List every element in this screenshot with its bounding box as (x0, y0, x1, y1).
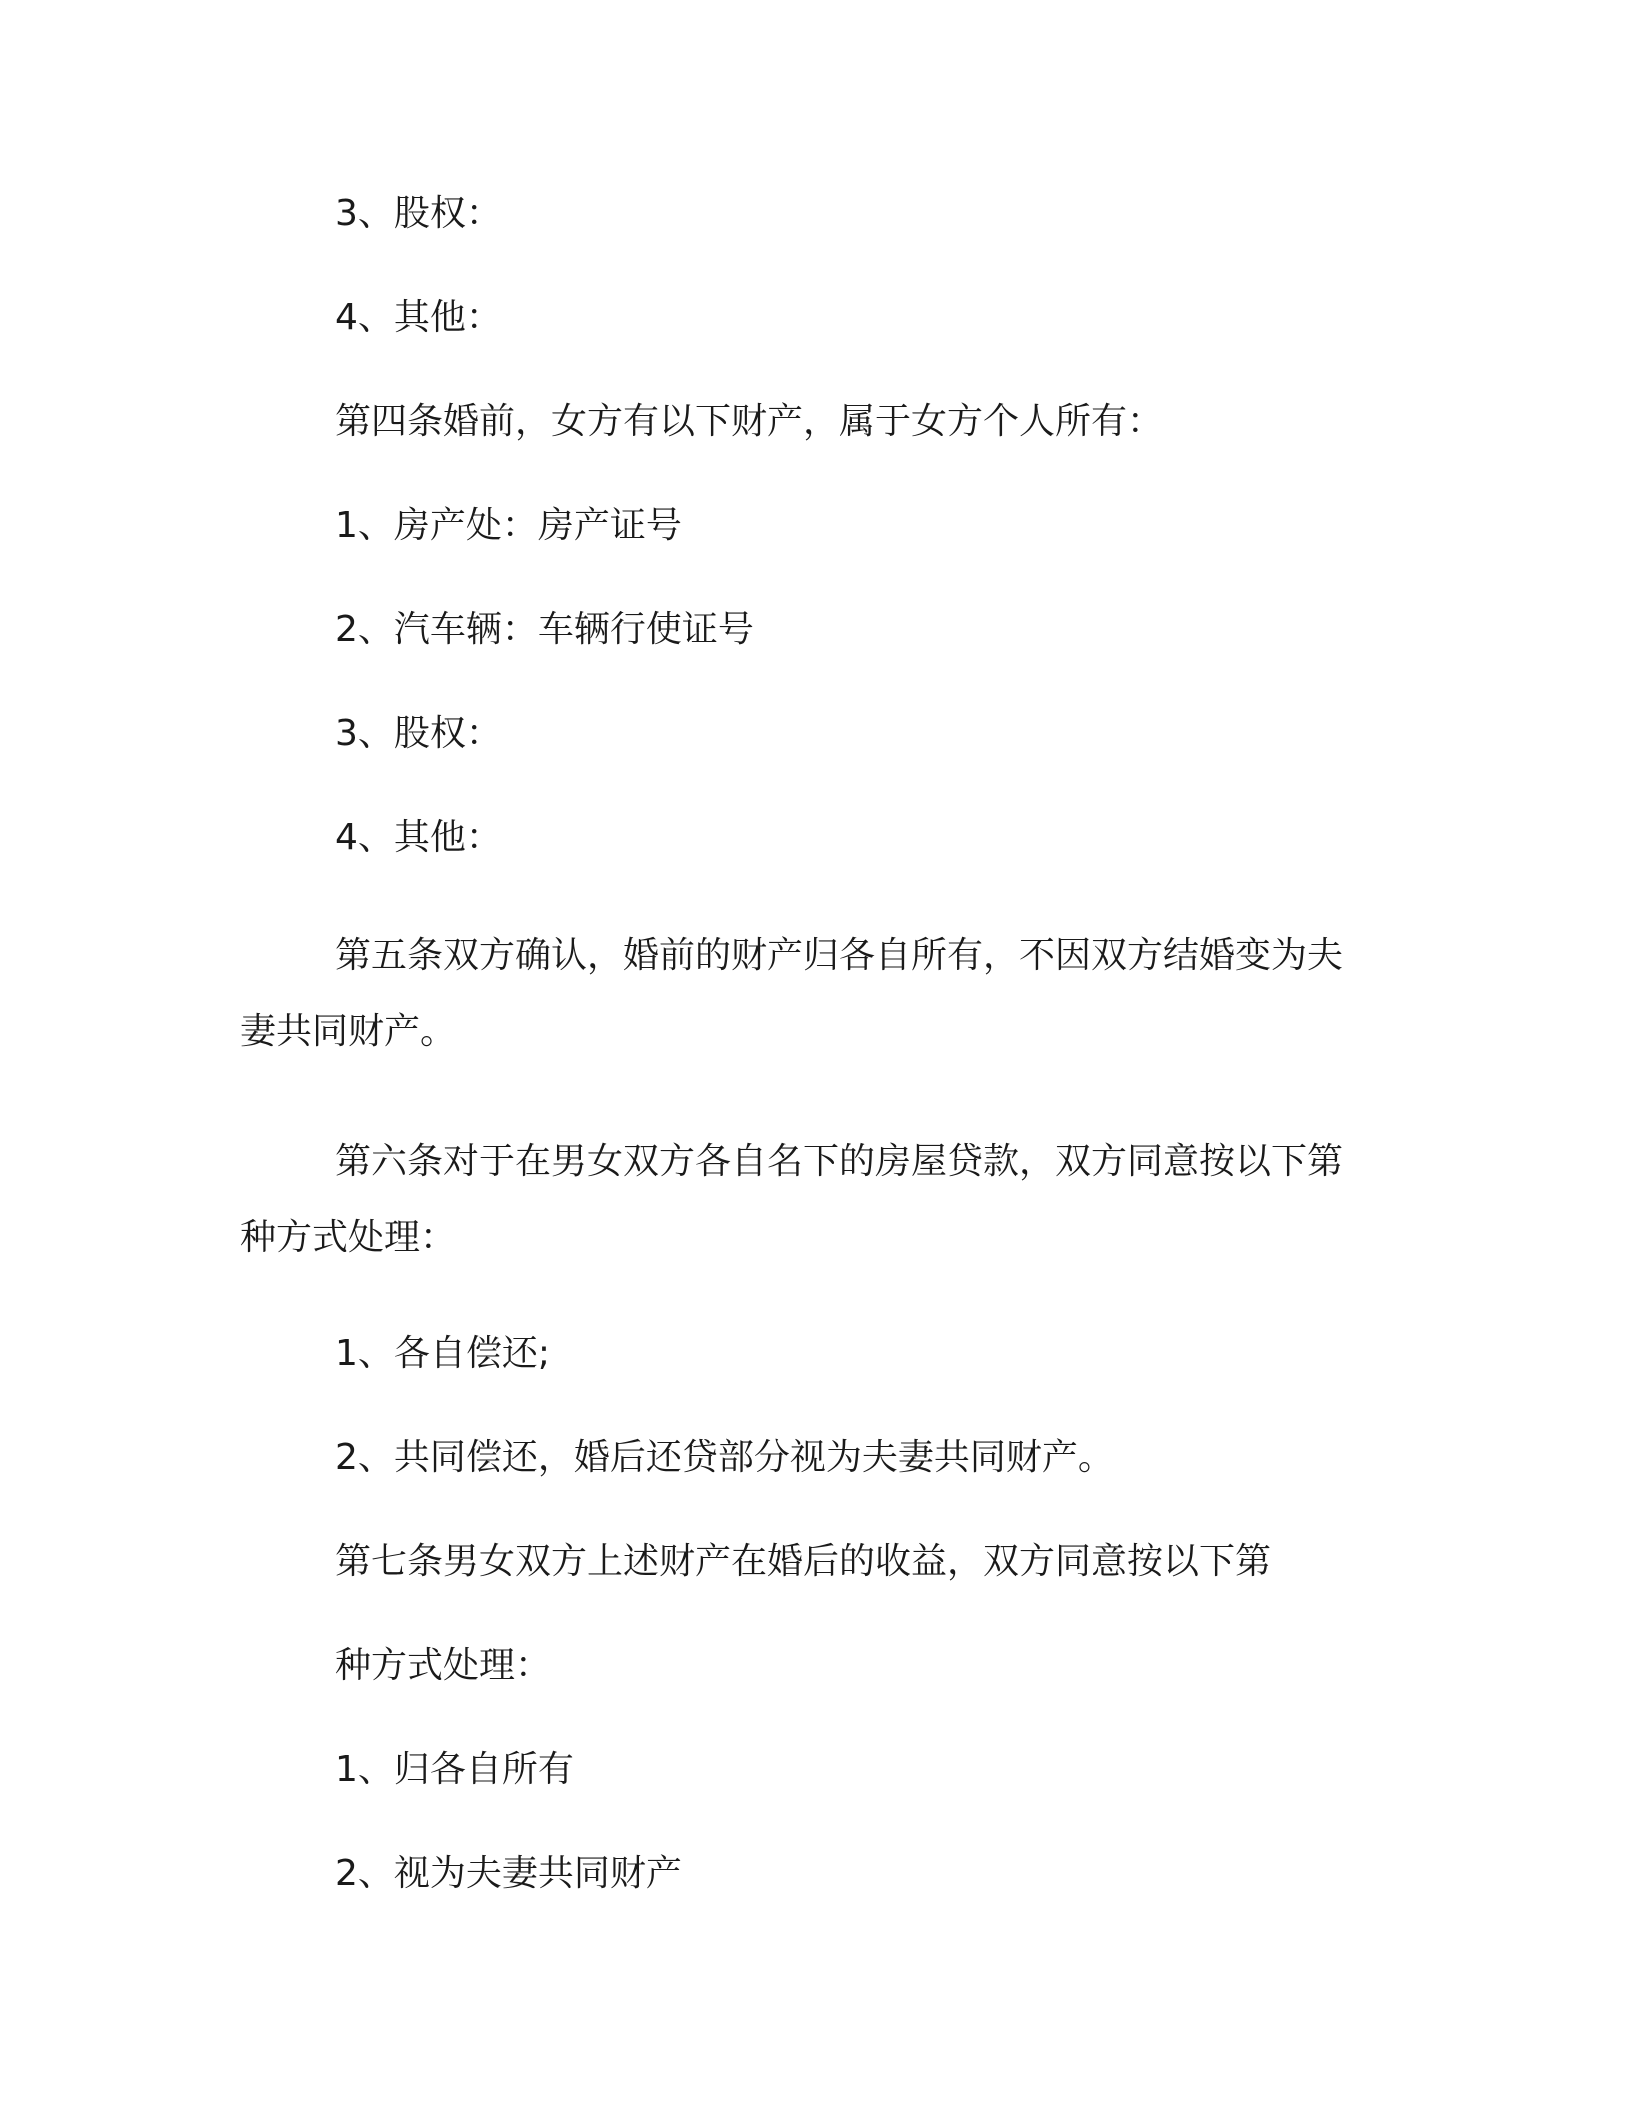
item-joint-property: 2、视为夫妻共同财产 (335, 1853, 682, 1894)
item-separate-repayment: 1、各自偿还; (335, 1333, 551, 1374)
article-6-line-2: 种方式处理： (240, 1217, 457, 1258)
article-4-heading: 第四条婚前，女方有以下财产，属于女方个人所有： (335, 401, 1164, 442)
item-property: 1、房产处：房产证号 (335, 505, 682, 546)
article-5-line-1: 第五条双方确认，婚前的财产归各自所有，不因双方结婚变为夫 (335, 935, 1344, 976)
article-5-line-2: 妻共同财产。 (240, 1011, 457, 1052)
article-6-paragraph (240, 1124, 1390, 1276)
item-equity-2: 3、股权： (335, 713, 502, 754)
item-other-2: 4、其他： (335, 817, 502, 858)
article-6-line-1: 第六条对于在男女双方各自名下的房屋贷款，双方同意按以下第 (335, 1141, 1344, 1182)
document-body (240, 190, 1390, 1898)
item-equity-1: 3、股权： (335, 193, 502, 234)
item-vehicle: 2、汽车辆：车辆行使证号 (335, 609, 754, 650)
article-7-heading: 第七条男女双方上述财产在婚后的收益，双方同意按以下第 (335, 1541, 1272, 1582)
article-7-method: 种方式处理： (335, 1645, 552, 1686)
item-other-1: 4、其他： (335, 297, 502, 338)
item-joint-repayment: 2、共同偿还，婚后还贷部分视为夫妻共同财产。 (335, 1437, 1114, 1478)
article-5-paragraph (240, 918, 1390, 1070)
item-own-property: 1、归各自所有 (335, 1749, 574, 1790)
